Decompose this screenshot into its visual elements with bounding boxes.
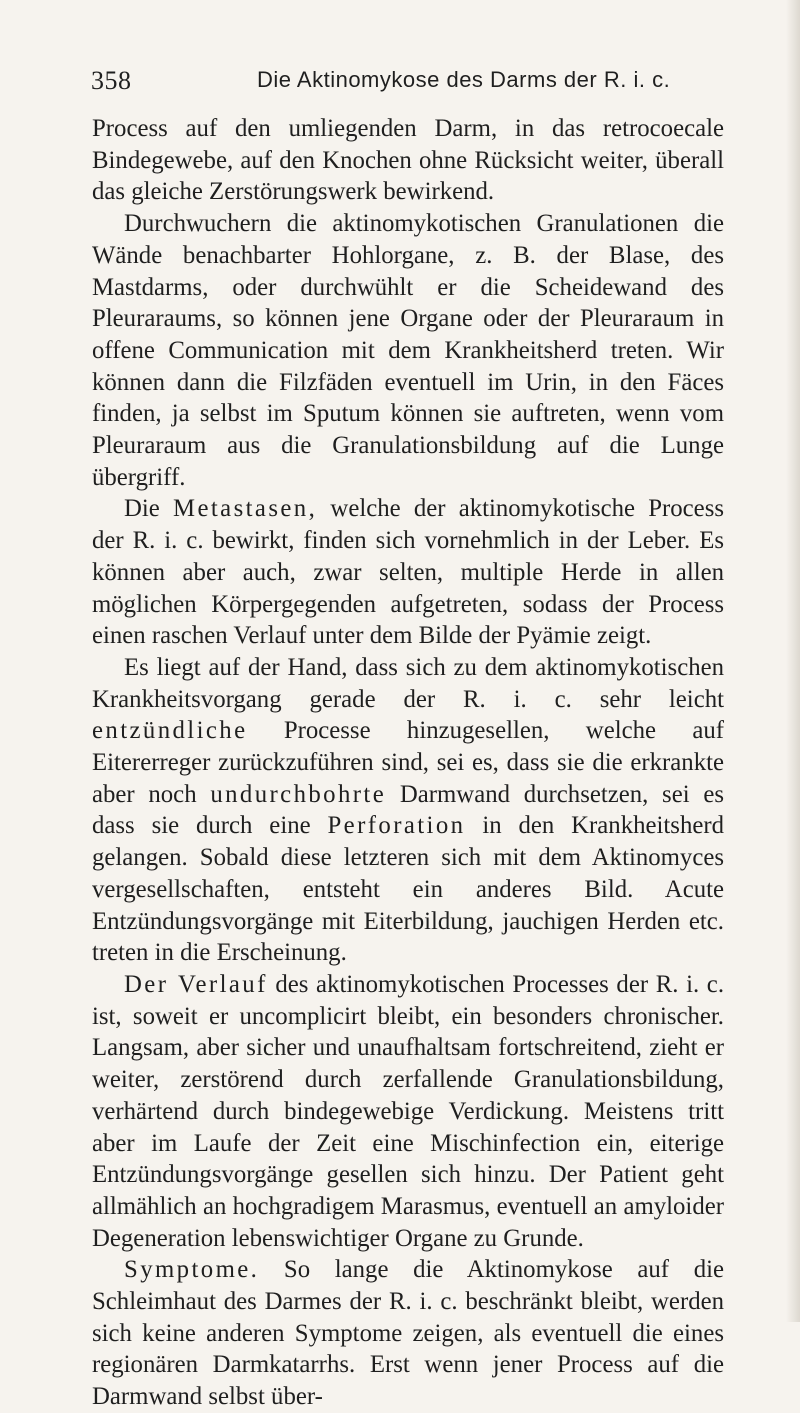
page-edge-shadow	[786, 0, 800, 1322]
paragraph-4	[92, 652, 724, 969]
paragraph-3-lead: Die	[124, 495, 160, 523]
paragraph-4-text-b: Processe hinzugesellen, welche auf Eitererreger zurückzuführen sind, sei es, dass sie die erkrankte aber noch	[92, 717, 724, 808]
paragraph-3-text: welche der aktinomykotische Process der R. i. c. bewirkt, finden sich vornehmlich in der Leber. Es können aber auch, zwar selten, multiple Herde in allen möglichen Körpergegenden aufgetreten, sodass der Process einen raschen Verlauf unter dem Bilde der Pyämie zeigt.	[92, 495, 724, 650]
paragraph-6-text: So lange die Aktinomykose auf die Schleimhaut des Darmes der R. i. c. beschränkt bleibt, werden sich keine anderen Symptome zeigen, als eventuell die eines regionären Darmkatarrhs. Erst wenn jener Process auf die Darmwand selbst über-	[92, 1256, 724, 1411]
emphasis-entzuendliche: entzündliche	[92, 717, 248, 745]
emphasis-metastasen: Metastasen,	[173, 495, 318, 523]
paragraph-5	[92, 969, 724, 1254]
emphasis-symptome: Symptome.	[124, 1256, 260, 1284]
paragraph-4-text-a: Es liegt auf der Hand, dass sich zu dem aktinomykotischen Krankheitsvorgang gerade der R. i. c. sehr leicht	[92, 653, 724, 713]
emphasis-undurchbohrte: undurchbohrte	[210, 780, 387, 808]
paragraph-6	[92, 1254, 724, 1413]
paragraph-4-text-c: Darmwand durchsetzen, sei es dass sie durch eine	[92, 780, 724, 840]
paragraph-2: Durchwuchern die aktinomykotischen Granulationen die Wände benachbarter Hohlorgane, z. B. der Blase, des Mastdarms, oder durchwühlt er die Scheidewand des Pleuraraums, so können jene Organe oder der Pleuraraum in offene Communication mit dem Krankheitsherd treten. Wir können dann die Filzfäden eventuell im Urin, in den Fäces finden, ja selbst im Sputum können sie auftreten, wenn vom Pleuraraum aus die Granulationsbildung auf die Lunge übergriff.	[92, 210, 724, 491]
paragraph-1: Process auf den umliegenden Darm, in das retrocoecale Bindegewebe, auf den Knochen ohne Rücksicht weiter, überall das gleiche Zerstörungswerk bewirkend.	[92, 115, 724, 206]
running-head: Die Aktinomykose des Darms der R. i. c.	[257, 67, 671, 92]
emphasis-der-verlauf: Der Verlauf	[124, 970, 268, 998]
paragraph-5-text: des aktinomykotischen Processes der R. i. c. ist, soweit er uncomplicirt bleibt, ein besonders chronischer. Langsam, aber sicher und unaufhaltsam fortschreitend, zieht er weiter, zerstörend durch zerfallende Granulationsbildung, verhärtend durch bindegewebige Verdickung. Meistens tritt aber im Laufe der Zeit eine Mischinfection ein, eiterige Entzündungsvorgänge gesellen sich hinzu. Der Patient geht allmählich an hochgradigem Marasmus, eventuell an amyloider Degeneration lebenswichtiger Organe zu Grunde.	[92, 970, 725, 1252]
paragraph-4-text-d: in den Krankheitsherd gelangen. Sobald diese letzteren sich mit dem Aktinomyces vergesellschaften, entsteht ein anderes Bild. Acute Entzündungsvorgänge mit Eiterbildung, jauchigen Herden etc. treten in die Erscheinung.	[92, 812, 724, 967]
emphasis-perforation: Perforation	[327, 812, 466, 840]
paragraph-3	[92, 493, 724, 652]
page-header	[91, 66, 711, 106]
body-text	[92, 113, 724, 1413]
page-number: 358	[91, 66, 132, 95]
